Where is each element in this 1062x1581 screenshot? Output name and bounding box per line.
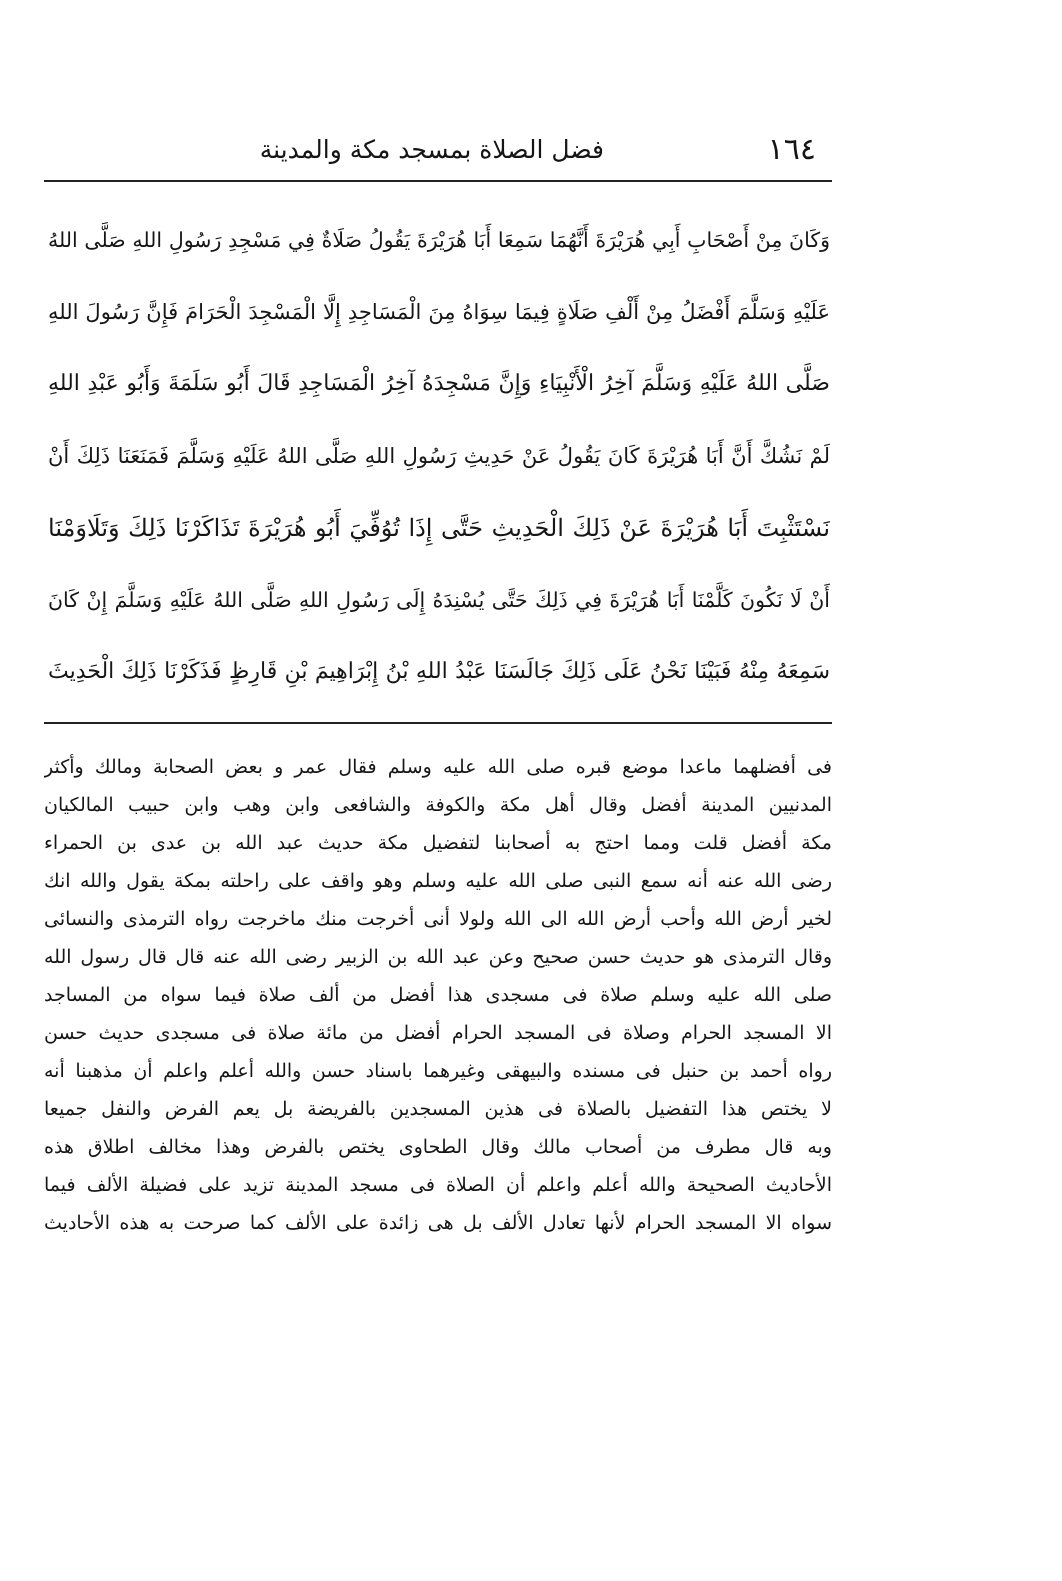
commentary-line: رضى الله عنه أنه سمع النبى صلى الله عليه وسلم وهو واقف على راحلته بمكة يقول والله انك	[44, 870, 832, 892]
commentary-divider	[44, 722, 832, 724]
hadith-line: نَسْتَثْبِتَ أَبَا هُرَيْرَةَ عَنْ ذَلِكَ الْحَدِيثِ حَتَّى إِذَا تُوُفِّيَ أَبُو هُرَيْرَةَ تَذَاكَرْنَا ذَلِكَ وَتَلَاوَمْنَا	[48, 514, 830, 542]
commentary-line: لخير أرض الله وأحب أرض الله الى الله ولولا أنى أخرجت منك ماخرجت رواه الترمذى والنسائى	[44, 908, 832, 930]
hadith-line: وَكَانَ مِنْ أَصْحَابِ أَبِي هُرَيْرَةَ أَنَّهُمَا سَمِعَا أَبَا هُرَيْرَةَ يَقُولُ صَلَاةٌ فِي مَسْجِدِ رَسُولِ اللهِ صَلَّى اللهُ	[48, 228, 830, 252]
commentary-text	[44, 748, 832, 1242]
commentary-line: وقال الترمذى هو حديث حسن صحيح وعن عبد الله بن الزبير رضى الله عنه قال قال رسول الله	[44, 946, 832, 968]
header-divider	[44, 180, 832, 182]
hadith-text	[48, 204, 830, 708]
commentary-line: الا المسجد الحرام وصلاة فى المسجد الحرام أفضل من مائة صلاة فى مسجدى حديث حسن	[44, 1022, 832, 1044]
commentary-line: سواه الا المسجد الحرام لأنها تعادل الألف بل هى زائدة على الألف كما صرحت به هذه الأحاديث	[44, 1212, 832, 1234]
hadith-line: لَمْ نَشُكَّ أَنَّ أَبَا هُرَيْرَةَ كَانَ يَقُولُ عَنْ حَدِيثِ رَسُولِ اللهِ صَلَّى اللهُ عَلَيْهِ وَسَلَّمَ فَمَنَعَنَا ذَلِكَ أَنْ	[48, 444, 830, 468]
page-number: ١٦٤	[767, 132, 816, 167]
commentary-line: صلى الله عليه وسلم صلاة فى مسجدى هذا أفضل من ألف صلاة فيما سواه من المساجد	[44, 984, 832, 1006]
hadith-line: عَلَيْهِ وَسَلَّمَ أَفْضَلُ مِنْ أَلْفِ صَلَاةٍ فِيمَا سِوَاهُ مِنَ الْمَسَاجِدِ إِلَّا الْمَسْجِدَ الْحَرَامَ فَإِنَّ رَسُولَ اللهِ	[48, 300, 830, 324]
commentary-line: لا يختص هذا التفضيل بالصلاة فى هذين المسجدين بالفريضة بل يعم الفرض والنفل جميعا	[44, 1098, 832, 1120]
commentary-line: رواه أحمد بن حنبل فى مسنده والبيهقى وغيرهما باسناد حسن والله أعلم واعلم أن مذهبنا أنه	[44, 1060, 832, 1082]
hadith-line: سَمِعَهُ مِنْهُ فَبَيْنَا نَحْنُ عَلَى ذَلِكَ جَالَسَنَا عَبْدُ اللهِ بْنُ إِبْرَاهِيمَ بْنِ قَارِظٍ فَذَكَرْنَا ذَلِكَ الْحَدِيثَ	[48, 659, 830, 684]
commentary-line: المدنيين المدينة أفضل وقال أهل مكة والكوفة والشافعى وابن وهب وابن حبيب المالكيان	[44, 794, 832, 816]
commentary-line: مكة أفضل قلت ومما احتج به أصحابنا لتفضيل مكة حديث عبد الله بن عدى بن الحمراء	[44, 832, 832, 854]
commentary-line: فى أفضلهما ماعدا موضع قبره صلى الله عليه وسلم فقال عمر و بعض الصحابة ومالك وأكثر	[44, 756, 832, 778]
hadith-line: صَلَّى اللهُ عَلَيْهِ وَسَلَّمَ آخِرُ الْأَنْبِيَاءِ وَإِنَّ مَسْجِدَهُ آخِرُ الْمَسَاجِدِ قَالَ أَبُو سَلَمَةَ وَأَبُو عَبْدِ اللهِ	[48, 371, 830, 396]
commentary-line: الأحاديث الصحيحة والله أعلم واعلم أن الصلاة فى مسجد المدينة تزيد على فضيلة الألف فيما	[44, 1174, 832, 1196]
commentary-line: وبه قال مطرف من أصحاب مالك وقال الطحاوى يختص بالفرض وهذا مخالف اطلاق هذه	[44, 1136, 832, 1158]
hadith-line: أَنْ لَا نَكُونَ كَلَّمْنَا أَبَا هُرَيْرَةَ فِي ذَلِكَ حَتَّى يُسْنِدَهُ إِلَى رَسُولِ اللهِ صَلَّى اللهُ عَلَيْهِ وَسَلَّمَ إِنْ كَانَ	[48, 588, 830, 612]
page-header	[259, 128, 816, 178]
running-title: فضل الصلاة بمسجد مكة والمدينة	[259, 135, 604, 164]
